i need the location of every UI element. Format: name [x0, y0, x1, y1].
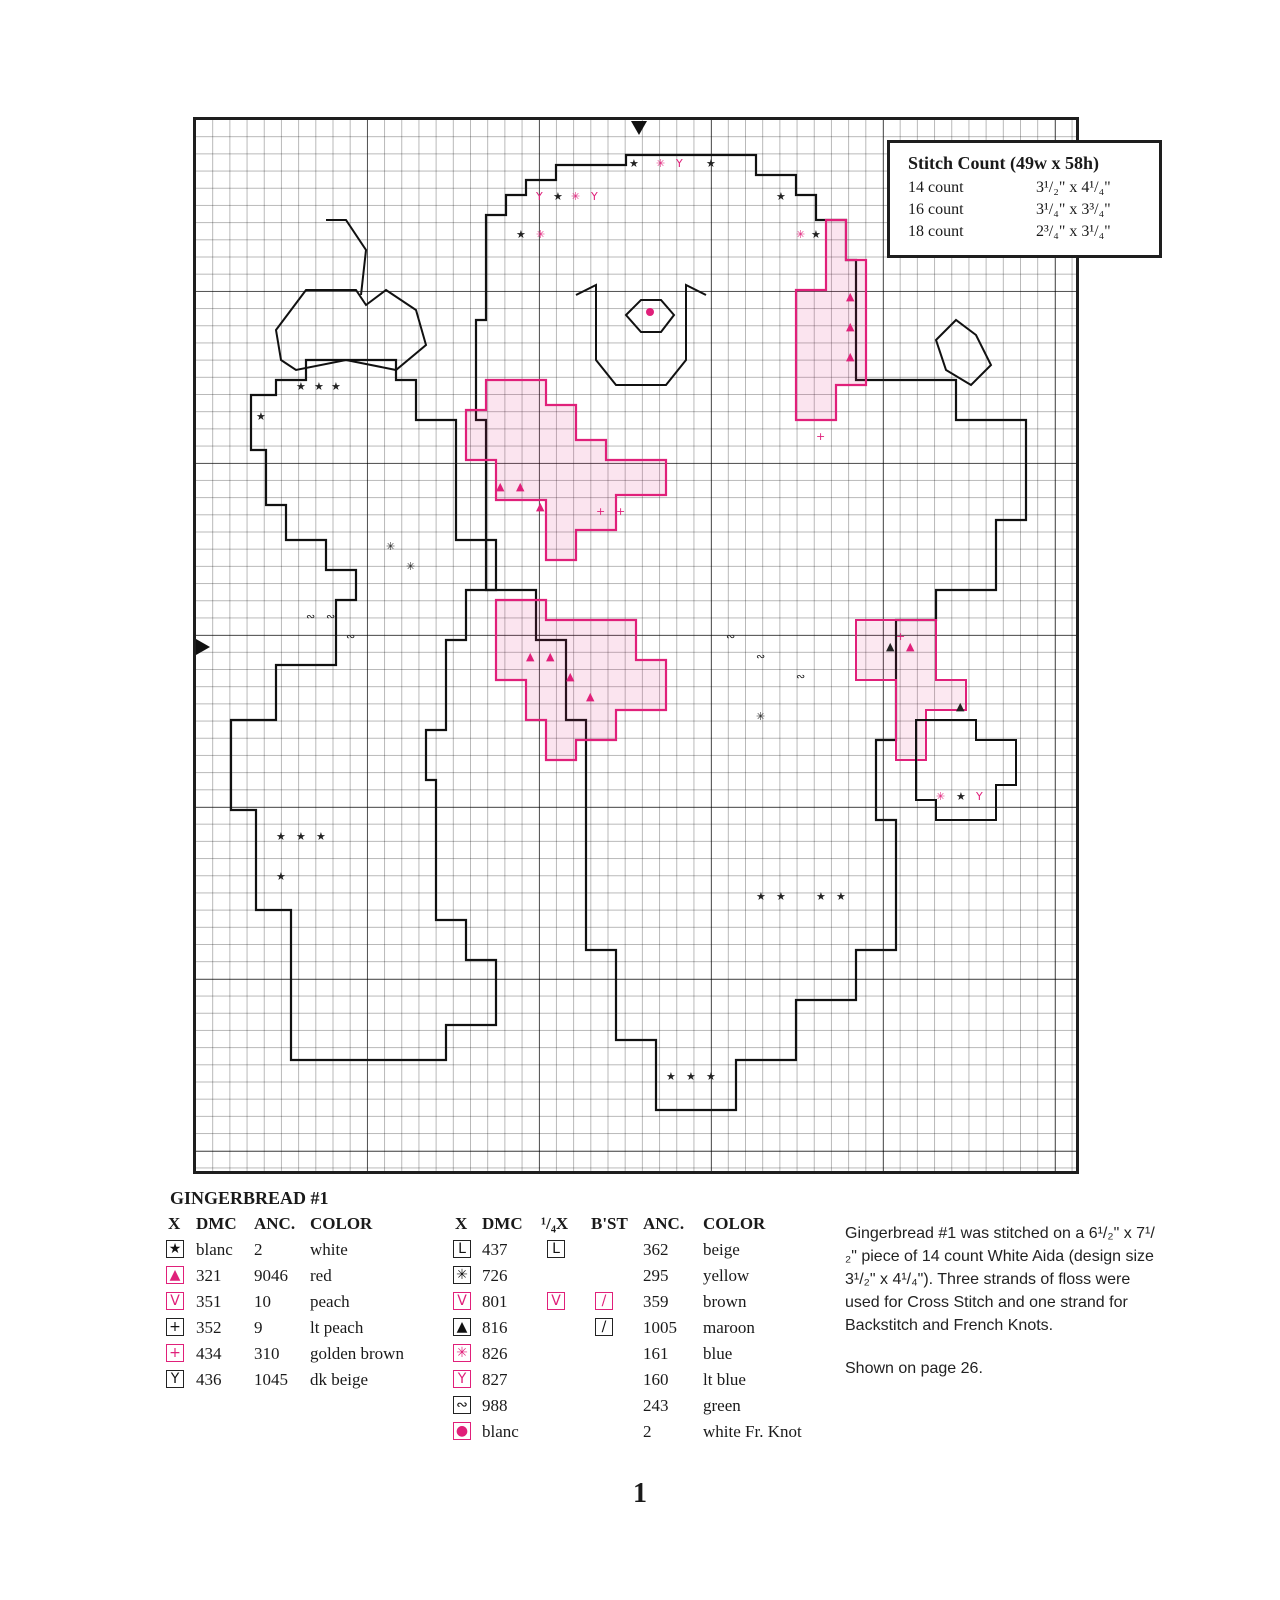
svg-text:∾: ∾	[306, 610, 316, 623]
color-name: lt peach	[310, 1318, 364, 1337]
header-color: COLOR	[703, 1214, 766, 1233]
count-size: 3¹/₂" x 4¹/₄"	[1036, 179, 1111, 196]
color-name: beige	[703, 1240, 740, 1259]
header-dmc: DMC	[196, 1214, 237, 1233]
svg-text:▲: ▲	[516, 480, 525, 493]
small-figure	[916, 720, 1016, 820]
center-arrow-top	[631, 121, 647, 135]
svg-text:★: ★	[314, 380, 324, 393]
svg-text:▲: ▲	[526, 650, 535, 663]
key-row	[455, 1266, 845, 1292]
color-name: maroon	[703, 1318, 755, 1337]
svg-text:✳: ✳	[656, 157, 666, 170]
stitch-count-title: Stitch Count (49w x 58h)	[908, 153, 1100, 173]
svg-text:Y: Y	[976, 790, 983, 803]
key-row	[455, 1318, 845, 1344]
floss-symbol-icon: V	[453, 1292, 471, 1310]
dmc-number: 816	[482, 1318, 508, 1337]
nose-knot	[646, 308, 654, 316]
svg-text:▲: ▲	[886, 640, 895, 653]
svg-text:✳: ✳	[386, 540, 396, 553]
key-row	[168, 1240, 448, 1266]
svg-text:✳: ✳	[936, 790, 946, 803]
header-backstitch: B'ST	[591, 1214, 628, 1233]
floss-symbol-icon: ∾	[453, 1396, 471, 1414]
color-name: peach	[310, 1292, 350, 1311]
key-row	[168, 1318, 448, 1344]
count-size: 2³/₄" x 3¹/₄"	[1036, 223, 1111, 240]
anchor-number: 161	[643, 1344, 669, 1363]
key-row	[455, 1396, 845, 1422]
stitch-count-box	[887, 140, 1162, 258]
floss-symbol-icon: V	[166, 1292, 184, 1310]
anchor-number: 310	[254, 1344, 280, 1363]
key-row	[168, 1344, 448, 1370]
anchor-number: 9046	[254, 1266, 288, 1285]
bow-stem	[326, 220, 366, 295]
gingerbread-motif-pattern	[196, 120, 1076, 1171]
floss-symbol-icon: ★	[166, 1240, 184, 1258]
pink-cap-stripe	[796, 220, 866, 420]
svg-text:∾: ∾	[326, 610, 336, 623]
shown-on-page: Shown on page 26.	[845, 1360, 983, 1377]
svg-text:▲: ▲	[496, 480, 505, 493]
svg-text:Y: Y	[676, 157, 683, 170]
color-name: brown	[703, 1292, 747, 1311]
floss-symbol-icon: +	[166, 1318, 184, 1336]
header-dmc: DMC	[482, 1214, 523, 1233]
anchor-number: 160	[643, 1370, 669, 1389]
color-key-left	[168, 1214, 448, 1396]
dmc-number: 437	[482, 1240, 508, 1259]
left-figure-outline	[231, 360, 496, 1060]
svg-text:▲: ▲	[956, 700, 965, 713]
dmc-number: 826	[482, 1344, 508, 1363]
anchor-number: 1045	[254, 1370, 288, 1389]
header-anc: ANC.	[643, 1214, 685, 1233]
svg-text:★: ★	[816, 890, 826, 903]
floss-symbol-icon: ●	[453, 1422, 471, 1440]
floss-symbol-icon: ✳	[453, 1344, 471, 1362]
svg-text:★: ★	[296, 380, 306, 393]
color-name: red	[310, 1266, 332, 1285]
svg-text:★: ★	[331, 380, 341, 393]
svg-text:✳: ✳	[796, 228, 806, 241]
svg-text:Y: Y	[591, 190, 598, 203]
backstitch-icon: /	[595, 1318, 613, 1336]
svg-text:▲: ▲	[536, 500, 545, 513]
key-header	[168, 1214, 448, 1240]
count-size: 3¹/₄" x 3³/₄"	[1036, 201, 1111, 218]
pink-heart-shape	[466, 380, 666, 560]
anchor-number: 362	[643, 1240, 669, 1259]
svg-text:+: +	[596, 505, 606, 518]
quarter-stitch-icon: L	[547, 1240, 565, 1258]
svg-text:∾: ∾	[756, 650, 766, 663]
color-name: yellow	[703, 1266, 750, 1285]
svg-text:★: ★	[629, 157, 639, 170]
notes-text: Gingerbread #1 was stitched on a 6¹/₂" x 7¹/₂" piece of 14 count White Aida (design size 3¹/₂" x 4¹/₄"). Three strands of floss were used for Cross Stitch and one strand for Backstitch and French Knots.	[845, 1225, 1155, 1334]
key-row	[455, 1370, 845, 1396]
svg-text:✳: ✳	[756, 710, 766, 723]
anchor-number: 295	[643, 1266, 669, 1285]
svg-text:✳: ✳	[406, 560, 416, 573]
color-key-right	[455, 1214, 845, 1448]
floss-symbol-icon: Y	[166, 1370, 184, 1388]
count-label: 16 count	[908, 201, 964, 218]
svg-text:+: +	[616, 505, 626, 518]
anchor-number: 9	[254, 1318, 263, 1337]
svg-text:★: ★	[553, 190, 563, 203]
charm-shape	[936, 320, 991, 385]
svg-text:▲: ▲	[566, 670, 575, 683]
backstitch-icon: /	[595, 1292, 613, 1310]
svg-text:★: ★	[276, 830, 286, 843]
dmc-number: 321	[196, 1266, 222, 1285]
dmc-number: blanc	[482, 1422, 519, 1441]
dmc-number: 434	[196, 1344, 222, 1363]
key-row	[455, 1240, 845, 1266]
svg-text:★: ★	[706, 1070, 716, 1083]
color-name: blue	[703, 1344, 733, 1363]
svg-text:▲: ▲	[846, 290, 855, 303]
anchor-number: 1005	[643, 1318, 677, 1337]
anchor-number: 2	[254, 1240, 263, 1259]
dmc-number: 352	[196, 1318, 222, 1337]
quarter-stitch-icon: V	[547, 1292, 565, 1310]
floss-symbol-icon: +	[166, 1344, 184, 1362]
floss-symbol-icon: L	[453, 1240, 471, 1258]
dmc-number: 801	[482, 1292, 508, 1311]
page-number: 1	[633, 1478, 647, 1509]
key-title: GINGERBREAD #1	[170, 1188, 329, 1208]
anchor-number: 10	[254, 1292, 271, 1311]
key-header	[455, 1214, 845, 1240]
key-row	[455, 1292, 845, 1318]
stitching-notes	[845, 1222, 1155, 1380]
svg-text:▲: ▲	[586, 690, 595, 703]
svg-text:★: ★	[776, 190, 786, 203]
svg-text:★: ★	[686, 1070, 696, 1083]
header-quarter-stitch: ¹/₄X	[541, 1214, 569, 1233]
header-x: X	[168, 1214, 181, 1233]
dmc-number: 988	[482, 1396, 508, 1415]
count-label: 18 count	[908, 223, 964, 240]
svg-text:★: ★	[256, 410, 266, 423]
svg-text:★: ★	[516, 228, 526, 241]
svg-text:★: ★	[316, 830, 326, 843]
floss-symbol-icon: ▲	[453, 1318, 471, 1336]
bow-shape	[276, 290, 426, 370]
dmc-number: 351	[196, 1292, 222, 1311]
svg-text:★: ★	[706, 157, 716, 170]
svg-text:★: ★	[836, 890, 846, 903]
anchor-number: 359	[643, 1292, 669, 1311]
color-name: lt blue	[703, 1370, 746, 1389]
svg-text:▲: ▲	[846, 320, 855, 333]
header-anc: ANC.	[254, 1214, 296, 1233]
svg-text:▲: ▲	[546, 650, 555, 663]
svg-text:∾: ∾	[796, 670, 806, 683]
color-name: golden brown	[310, 1344, 404, 1363]
svg-text:★: ★	[811, 228, 821, 241]
pink-heart-lower	[496, 600, 666, 760]
dmc-number: 726	[482, 1266, 508, 1285]
header-x: X	[455, 1214, 468, 1233]
svg-text:+: +	[896, 630, 906, 643]
svg-text:★: ★	[666, 1070, 676, 1083]
floss-symbol-icon: Y	[453, 1370, 471, 1388]
svg-text:∾: ∾	[726, 630, 736, 643]
stitch-count-row	[908, 199, 1145, 221]
anchor-number: 243	[643, 1396, 669, 1415]
color-name: green	[703, 1396, 741, 1415]
svg-text:✳: ✳	[571, 190, 581, 203]
header-color: COLOR	[310, 1214, 373, 1233]
color-name: dk beige	[310, 1370, 369, 1389]
anchor-number: 2	[643, 1422, 652, 1441]
key-row	[455, 1422, 845, 1448]
svg-text:✳: ✳	[536, 228, 546, 241]
color-name: white	[310, 1240, 348, 1259]
svg-text:★: ★	[296, 830, 306, 843]
key-row	[168, 1292, 448, 1318]
cross-stitch-chart-grid	[193, 117, 1079, 1174]
color-name: white Fr. Knot	[703, 1422, 802, 1441]
svg-text:★: ★	[276, 870, 286, 883]
center-arrow-left	[196, 639, 210, 655]
key-row	[455, 1344, 845, 1370]
key-row	[168, 1370, 448, 1396]
svg-text:▲: ▲	[846, 350, 855, 363]
count-label: 14 count	[908, 179, 964, 196]
key-row	[168, 1266, 448, 1292]
svg-text:Y: Y	[536, 190, 543, 203]
dmc-number: blanc	[196, 1240, 233, 1259]
dmc-number: 436	[196, 1370, 222, 1389]
dmc-number: 827	[482, 1370, 508, 1389]
svg-text:▲: ▲	[906, 640, 915, 653]
svg-text:∾: ∾	[346, 630, 356, 643]
floss-symbol-icon: ✳	[453, 1266, 471, 1284]
svg-text:★: ★	[756, 890, 766, 903]
svg-text:★: ★	[956, 790, 966, 803]
stitch-count-row	[908, 221, 1145, 243]
floss-symbol-icon: ▲	[166, 1266, 184, 1284]
stitch-count-row	[908, 177, 1145, 199]
svg-text:+: +	[816, 430, 826, 443]
svg-text:★: ★	[776, 890, 786, 903]
